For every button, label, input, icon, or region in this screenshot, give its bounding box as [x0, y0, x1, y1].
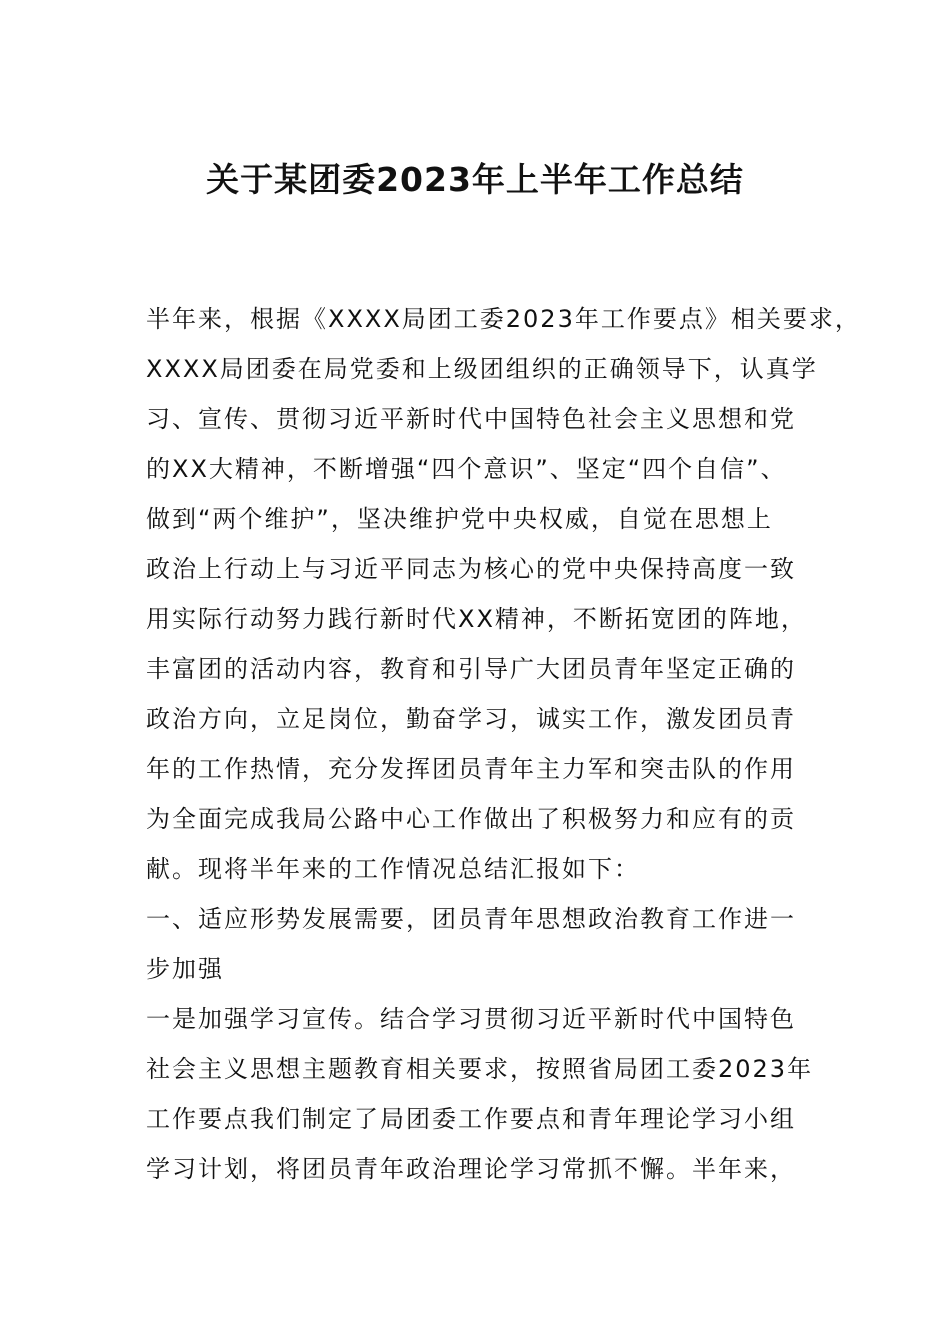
body-line-8: 丰富团的活动内容，教育和引导广大团员青年坚定正确的 [146, 655, 796, 683]
body-line-3: 习、宣传、贯彻习近平新时代中国特色社会主义思想和党 [146, 405, 796, 433]
body-line-11: 为全面完成我局公路中心工作做出了积极努力和应有的贡 [146, 805, 796, 833]
body-line-1: 半年来，根据《XXXX局团工委2023年工作要点》相关要求， [146, 305, 861, 333]
body-line-6: 政治上行动上与习近平同志为核心的党中央保持高度一致 [146, 555, 796, 583]
body-line-2: XXXX局团委在局党委和上级团组织的正确领导下，认真学 [146, 355, 818, 383]
section-heading-line-2: 步加强 [146, 955, 224, 983]
section-heading-line-1: 一、适应形势发展需要，团员青年思想政治教育工作进一 [146, 905, 796, 933]
body-line-17: 工作要点我们制定了局团委工作要点和青年理论学习小组 [146, 1105, 796, 1133]
document-body [146, 294, 861, 1194]
body-line-15: 一是加强学习宣传。结合学习贯彻习近平新时代中国特色 [146, 1005, 796, 1033]
body-line-9: 政治方向，立足岗位，勤奋学习，诚实工作，激发团员青 [146, 705, 796, 733]
body-line-4: 的XX大精神，不断增强“四个意识”、坚定“四个自信”、 [146, 455, 787, 483]
body-line-7: 用实际行动努力践行新时代XX精神，不断拓宽团的阵地， [146, 605, 807, 633]
body-line-10: 年的工作热情，充分发挥团员青年主力军和突击队的作用 [146, 755, 796, 783]
body-line-18: 学习计划，将团员青年政治理论学习常抓不懈。半年来， [146, 1155, 796, 1183]
body-line-12: 献。现将半年来的工作情况总结汇报如下： [146, 855, 640, 883]
body-line-16: 社会主义思想主题教育相关要求，按照省局团工委2023年 [146, 1055, 814, 1083]
body-line-5: 做到“两个维护”，坚决维护党中央权威，自觉在思想上 [146, 505, 773, 533]
document-title: 关于某团委2023年上半年工作总结 [206, 160, 744, 199]
